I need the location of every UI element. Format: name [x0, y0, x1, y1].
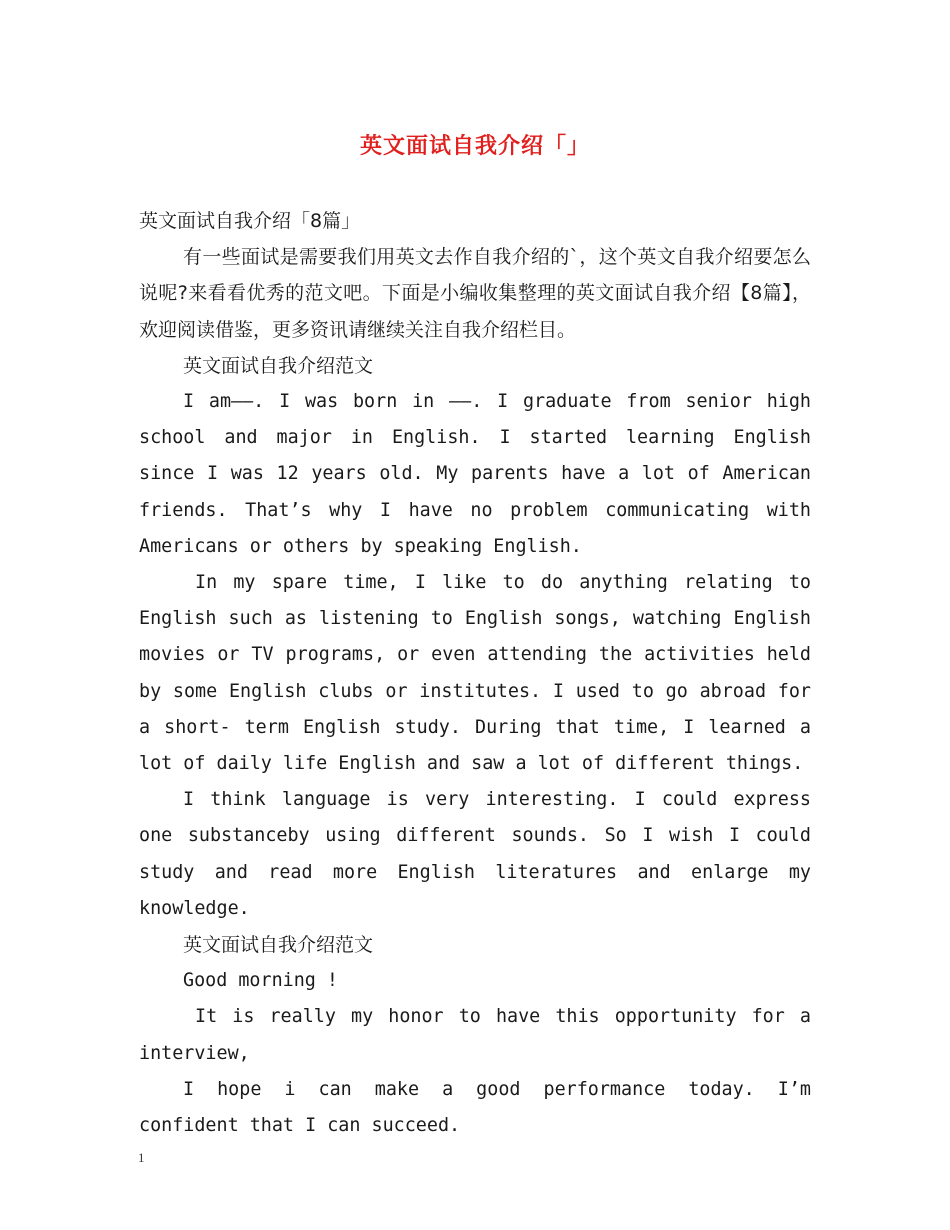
greeting: Good morning !: [183, 970, 339, 992]
paragraph-2: In my spare time, I like to do anything relating to English such as listening to English songs, watching English movies or TV programs, or even attending the activities held by some English clubs or institutes. I used to go abroad for a short- term English study. During that time, I learned a lot of daily life English and saw a lot of different things.: [139, 572, 811, 775]
paragraph-1: I am——. I was born in ——. I graduate from senior high school and major in English. I started learning English since I was 12 years old. My parents have a lot of American friends. That’s why I have no problem communicating with Americans or others by speaking English.: [139, 391, 811, 557]
paragraph-5: I hope i can make a good performance today. I’m confident that I can succeed.: [139, 1078, 811, 1137]
paragraph-4: It is really my honor to have this opportunity for a interview,: [139, 1006, 811, 1064]
intro-paragraph: 有一些面试是需要我们用英文去作自我介绍的`，这个英文自我介绍要怎么说呢?来看看优秀的范文吧。下面是小编收集整理的英文面试自我介绍【8篇】，欢迎阅读借鉴，更多资讯请继续关注自我介绍栏目。: [139, 246, 811, 341]
paragraph-3: I think language is very interesting. I could express one substanceby using different sounds. So I wish I could study and read more English literatures and enlarge my knowledge.: [139, 789, 811, 919]
section-heading-1: 英文面试自我介绍范文: [183, 354, 374, 377]
document-body: [139, 203, 811, 1144]
subtitle: 英文面试自我介绍「8篇」: [139, 210, 361, 232]
page-number: 1: [138, 1150, 145, 1165]
section-heading-2: 英文面试自我介绍范文: [183, 934, 374, 957]
document-title: 英文面试自我介绍「」: [359, 134, 590, 159]
